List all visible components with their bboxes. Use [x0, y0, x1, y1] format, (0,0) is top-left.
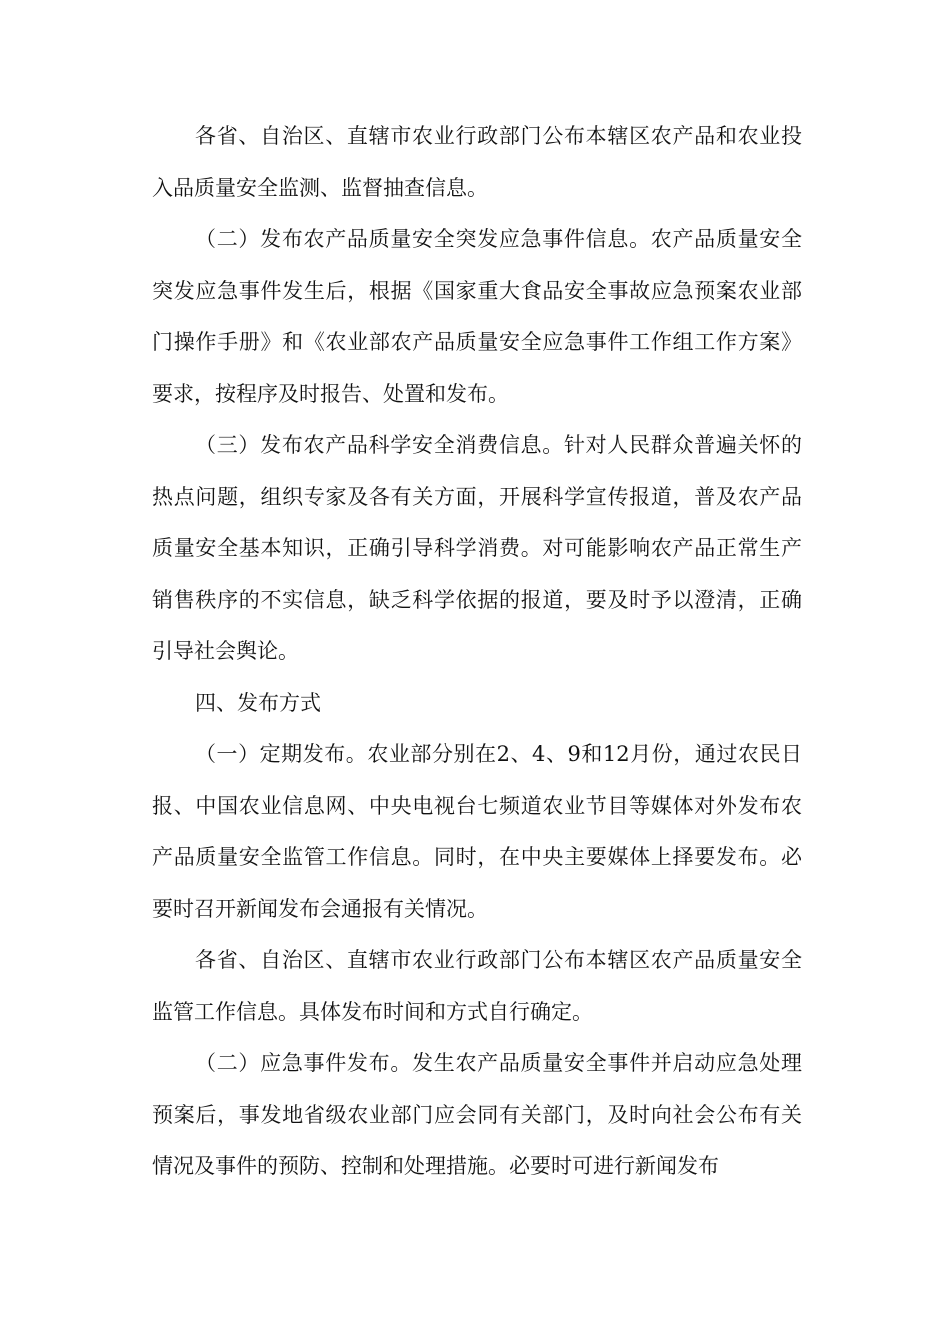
paragraph-emergency-release: （二）应急事件发布。发生农产品质量安全事件并启动应急处理预案后，事发地省级农业部门应会同有关部门，及时向社会公布有关情况及事件的预防、控制和处理措施。必要时可进行新闻发布 [152, 1051, 802, 1178]
paragraph-emergency-event-info: （二）发布农产品质量安全突发应急事件信息。农产品质量安全突发应急事件发生后，根据《国家重大食品安全事故应急预案农业部门操作手册》和《农业部农产品质量安全应急事件工作组工作方案》要求，按程序及时报告、处置和发布。 [152, 227, 802, 406]
paragraph-provincial-supervision-info: 各省、自治区、直辖市农业行政部门公布本辖区农产品质量安全监管工作信息。具体发布时间和方式自行确定。 [152, 948, 802, 1024]
section-heading-release-methods: 四、发布方式 [195, 690, 321, 715]
paragraph-regular-release: （一）定期发布。农业部分别在2、4、9和12月份，通过农民日报、中国农业信息网、中央电视台七频道农业节目等媒体对外发布农产品质量安全监管工作信息。同时，在中央主要媒体上择要发布。必要时召开新闻发布会通报有关情况。 [152, 742, 802, 921]
paragraph-provincial-monitoring-info: 各省、自治区、直辖市农业行政部门公布本辖区农产品和农业投入品质量安全监测、监督抽查信息。 [152, 124, 802, 200]
document-body [152, 111, 802, 1193]
paragraph-safe-consumption-info: （三）发布农产品科学安全消费信息。针对人民群众普遍关怀的热点问题，组织专家及各有关方面，开展科学宣传报道，普及农产品质量安全基本知识，正确引导科学消费。对可能影响农产品正常生产销售秩序的不实信息，缺乏科学依据的报道，要及时予以澄清，正确引导社会舆论。 [152, 433, 802, 663]
